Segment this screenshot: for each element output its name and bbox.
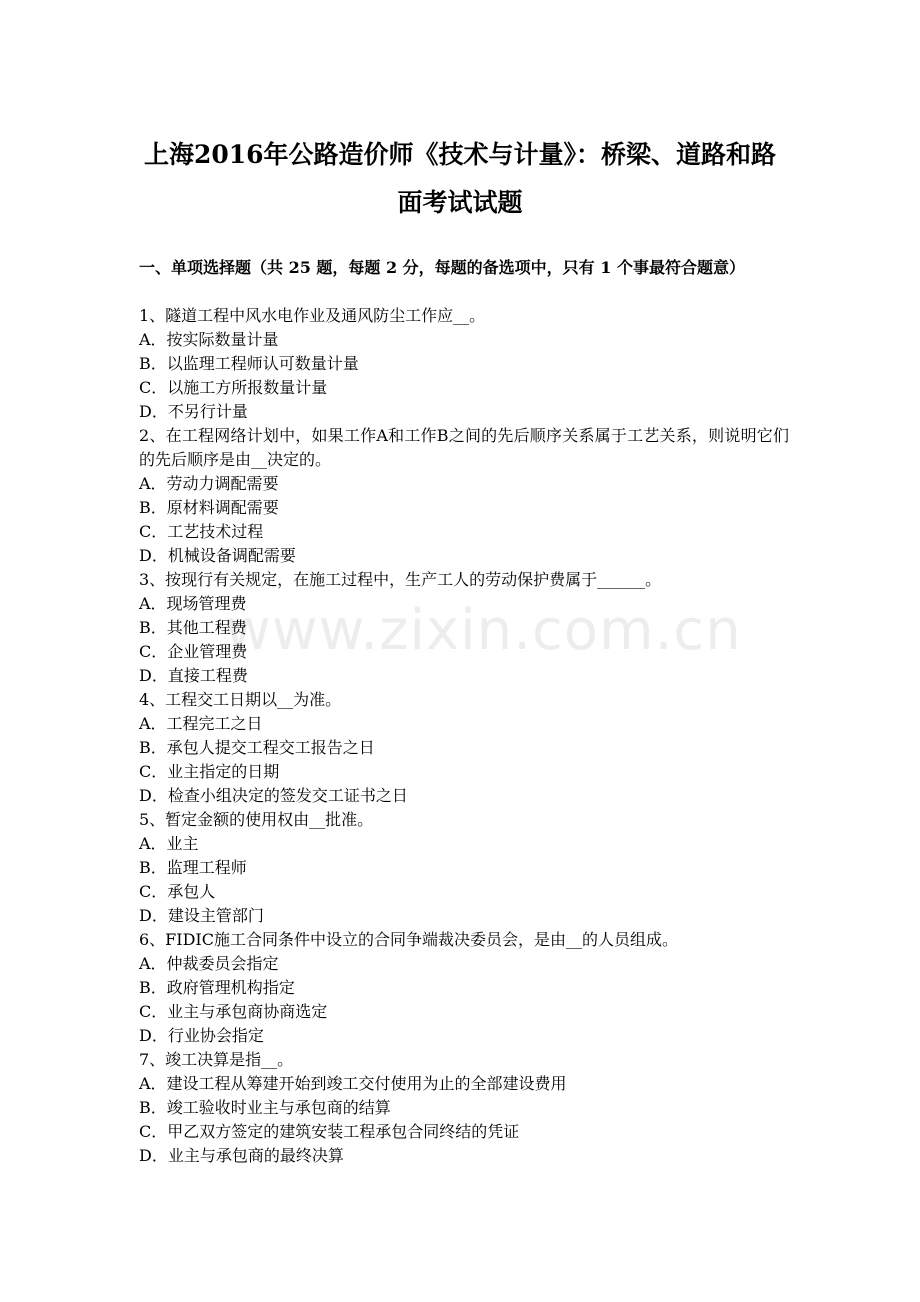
question-option-b: B．竣工验收时业主与承包商的结算 (139, 1098, 391, 1117)
question-option-d: D．业主与承包商的最终决算 (139, 1146, 344, 1165)
question-option-c: C．承包人 (139, 882, 216, 901)
question-option-a: A．仲裁委员会指定 (139, 954, 279, 973)
watermark-text: www.zixin.com.cn (225, 598, 742, 663)
question-option-a: A．建设工程从筹建开始到竣工交付使用为止的全部建设费用 (139, 1074, 567, 1093)
question-stem: 2、在工程网络计划中，如果工作A和工作B之间的先后顺序关系属于工艺关系，则说明它们的先后顺序是由__决定的。 (139, 426, 789, 469)
question-option-d: D．建设主管部门 (139, 906, 264, 925)
question-option-c: C．业主指定的日期 (139, 762, 280, 781)
question-stem: 4、工程交工日期以__为准。 (139, 690, 342, 709)
question-option-d: D．行业协会指定 (139, 1026, 264, 1045)
question-stem: 3、按现行有关规定，在施工过程中，生产工人的劳动保护费属于______。 (139, 570, 662, 589)
question-6 (139, 928, 789, 1048)
question-option-d: D．机械设备调配需要 (139, 546, 296, 565)
question-option-d: D．不另行计量 (139, 402, 248, 421)
question-option-b: B．政府管理机构指定 (139, 978, 295, 997)
question-option-c: C．甲乙双方签定的建筑安装工程承包合同终结的凭证 (139, 1122, 520, 1141)
question-option-a: A．工程完工之日 (139, 714, 263, 733)
question-stem: 1、隧道工程中风水电作业及通风防尘工作应__。 (139, 306, 486, 325)
question-option-b: B．以监理工程师认可数量计量 (139, 354, 359, 373)
question-2 (139, 424, 789, 568)
question-option-c: C．工艺技术过程 (139, 522, 264, 541)
question-7 (139, 1048, 789, 1168)
question-option-c: C．以施工方所报数量计量 (139, 378, 328, 397)
question-option-b: B．原材料调配需要 (139, 498, 279, 517)
document-title-line1: 上海2016年公路造价师《技术与计量》：桥梁、道路和路 (143, 140, 777, 169)
document-title-line2: 面考试试题 (397, 188, 523, 217)
question-option-c: C．业主与承包商协商选定 (139, 1002, 328, 1021)
question-option-a: A．按实际数量计量 (139, 330, 279, 349)
question-1 (139, 304, 789, 424)
question-option-b: B．其他工程费 (139, 618, 247, 637)
question-option-c: C．企业管理费 (139, 642, 248, 661)
question-option-a: A．劳动力调配需要 (139, 474, 279, 493)
question-option-b: B．承包人提交工程交工报告之日 (139, 738, 375, 757)
question-stem: 7、竣工决算是指__。 (139, 1050, 294, 1069)
question-option-a: A．现场管理费 (139, 594, 247, 613)
question-stem: 5、暂定金额的使用权由__批准。 (139, 810, 374, 829)
question-option-a: A．业主 (139, 834, 199, 853)
question-list (139, 304, 789, 1168)
question-option-b: B．监理工程师 (139, 858, 247, 877)
section-heading: 一、单项选择题（共 25 题，每题 2 分，每题的备选项中，只有 1 个事最符合题意） (139, 258, 745, 277)
question-stem: 6、FIDIC施工合同条件中设立的合同争端裁决委员会，是由__的人员组成。 (139, 930, 678, 949)
question-5 (139, 808, 789, 928)
question-option-d: D．检查小组决定的签发交工证书之日 (139, 786, 408, 805)
question-3 (139, 568, 789, 688)
question-4 (139, 688, 789, 808)
question-option-d: D．直接工程费 (139, 666, 248, 685)
